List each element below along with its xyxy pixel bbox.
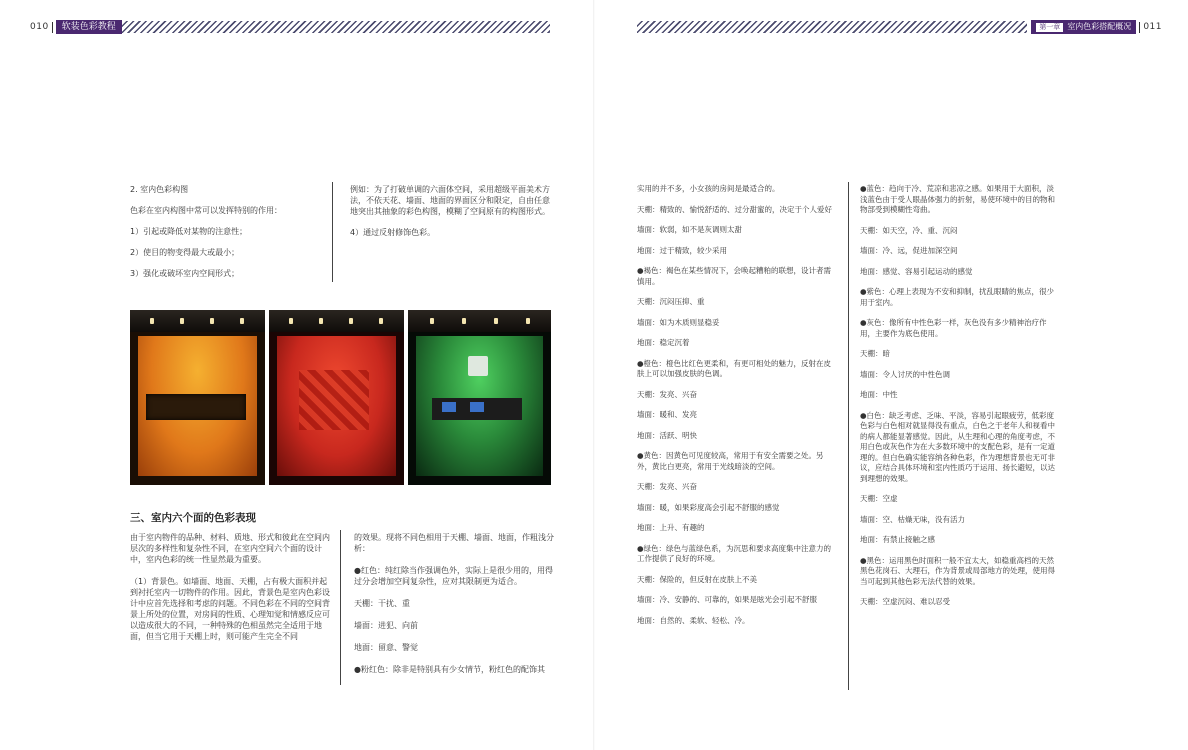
paragraph: 地面：上升、有趣的 [637,523,705,532]
paragraph: 墙面：空、枯燥无味，没有活力 [860,514,965,524]
left-bottom-column-2 [354,532,554,686]
header-divider [52,22,53,33]
header-stripe-band [637,21,1027,33]
book-title-badge: 软装色彩教程 [56,20,122,34]
paragraph: ●灰色：像所有中性色彩一样，灰色没有多少精神治疗作用，主要作为底色使用。 [860,318,1047,338]
paragraph: 墙面：冷、远，促进加深空间 [860,246,958,255]
paragraph: ●褐色：褐色在某些情况下，会唤起糟粕的联想，设计者需慎用。 [637,266,832,286]
paragraph: 天棚：干扰、重 [354,599,410,608]
paragraph: （1）背景色。如墙面、地面、天棚，占有极大面积并起到衬托室内一切物件的作用。因此，背景色是室内色彩设计中应首先选择和考虑的问题。不同色彩在不同的空间背景上所处的位置，对房间的性质、心理知觉和情感反应可以造成很大的不同，一种特殊的色相虽然完全适用于地面，但当它用于天棚上时，则可能产生完全不同 [130,577,330,641]
left-page-header [30,20,550,34]
paragraph: 墙面：令人讨厌的中性色调 [860,369,950,379]
paragraph: 的效果。现将不同色相用于天棚、墙面、地面，作粗浅分析： [354,533,554,553]
paragraph: 墙面：如为木质则显稳妥 [637,317,720,327]
column-rule [332,182,333,282]
right-page-number: 011 [1143,22,1162,32]
right-page-header [637,20,1162,34]
paragraph: 天棚：保险的，但反射在皮肤上不美 [637,574,757,584]
paragraph: 天棚：发亮、兴奋 [637,389,697,399]
paragraph: 4）通过反射修饰色彩。 [350,228,436,237]
page-fold-gutter [593,0,595,750]
left-bottom-column-1 [130,532,330,653]
paragraph: 3）强化或破坏室内空间形式； [130,269,240,278]
paragraph: 天棚：空虚沉闷、难以忍受 [860,597,950,606]
left-top-column-1 [130,184,320,289]
paragraph: 墙面：冷、安静的、可靠的，如果是眩光会引起不舒服 [637,595,817,604]
header-stripe-band [122,21,550,33]
paragraph: ●蓝色：趋向于冷、荒凉和悲凉之感。如果用于大面积，淡浅蓝色由于受人眼晶体强力的折射，易使环境中的目的物和物部受到模糊性弯曲。 [860,184,1055,214]
paragraph: 天棚：发亮、兴奋 [637,482,697,491]
left-page-number: 010 [30,22,49,32]
paragraph: 天棚：精致的、愉悦舒适的、过分甜蜜的，决定于个人爱好 [637,204,832,214]
paragraph: 色彩在室内构图中常可以发挥特别的作用： [130,206,282,215]
paragraph: ●粉红色：除非是特别具有少女情节，粉红色的配饰其 [354,665,545,674]
paragraph: 墙面：进犯、向前 [354,621,418,630]
paragraph: 地面：有禁止接触之感 [860,535,935,544]
paragraph: 地面：稳定沉着 [637,338,690,347]
paragraph: ●白色：缺乏考虑、乏味、平淡，容易引起眼疲劳，低彩度色彩与白色相对就显得没有重点，白色之于老年人和视看中的病人都能显著感觉。因此，从生理和心理的角度考虑，不用白色或灰色作为在大多数环境中的支配色彩，是有一定道理的。但白色确实能容纳各种色彩，作为理想背景也无可非议，应结合具体环境和室内性质巧于运用、扬长避短，以达到理想的效果。 [860,410,1055,483]
paragraph: 例如：为了打破单调的六面体空间，采用超级平面美术方法，不依天花、墙面、地面的界面区分和限定，自由任意地突出其抽象的彩色构图，模糊了空间原有的构图形式。 [350,185,550,216]
header-divider [1139,22,1140,33]
paragraph: 天棚：空虚 [860,494,898,503]
paragraph: 墙面：暖和、发亮 [637,410,697,419]
green-display-photo [408,310,551,485]
paragraph: 墙面：软弱，如不是灰调则太甜 [637,225,742,234]
paragraph: 2. 室内色彩构图 [130,185,189,194]
paragraph: 地面：活跃、明快 [637,430,697,440]
paragraph: ●黑色：运用黑色时面积一般不宜太大，如稳重高档的天然黑色花岗石、大理石，作为背景或局部地方的处理，使用得当可起到其他色彩无法代替的效果。 [860,555,1055,586]
paragraph: ●绿色：绿色与蓝绿色系，为沉思和要求高度集中注意力的工作提供了良好的环境。 [637,543,832,563]
paragraph: 实用的并不多，小女孩的房间是最适合的。 [637,184,780,193]
section-title: 三、室内六个面的色彩表现 [130,512,256,524]
paragraph: ●橙色：橙色比红色更柔和，有更可相处的魅力，反射在皮肤上可以加强皮肤的色调。 [637,358,832,378]
paragraph: 地面：留意、警觉 [354,643,418,652]
paragraph: 1）引起或降低对某物的注意性； [130,227,248,236]
paragraph: ●黄色：因黄色可见度较高，常用于有安全需要之处。另外，黄比白更亮，常用于光线暗淡的空间。 [637,451,824,471]
paragraph: 地面：自然的、柔软、轻松、冷。 [637,615,750,625]
paragraph: 由于室内物件的品种、材料、质地、形式和彼此在空间内层次的多样性和复杂性不同，在室内空间六个面的设计中，室内色彩的统一性显然最为重要。 [130,533,330,564]
paragraph: ●红色：纯红除当作强调色外，实际上是很少用的，用得过分会增加空间复杂性，应对其限制更为适合。 [354,566,553,586]
paragraph: 墙面：暖，如果彩度高会引起不舒服的感觉 [637,502,780,512]
orange-display-photo [130,310,265,485]
paragraph: 天棚：沉闷压抑、重 [637,297,705,306]
paragraph: 地面：过于精致，较少采用 [637,245,727,255]
paragraph: 地面：中性 [860,390,898,399]
right-column-1 [637,184,837,636]
paragraph: 2）使目的物变得最大或最小； [130,248,240,257]
right-column-2 [860,184,1060,618]
left-top-column-2 [350,184,550,248]
paragraph: ●紫色：心理上表现为不安和抑制，扰乱眼睛的焦点，很少用于室内。 [860,287,1055,307]
paragraph: 天棚：如天空，冷、重、沉闷 [860,225,958,235]
column-rule [340,530,341,685]
paragraph: 地面：感觉、容易引起运动的感觉 [860,266,973,276]
chapter-chip: 第一章 [1036,23,1063,32]
paragraph: 天棚：暗 [860,349,890,358]
red-display-photo [269,310,404,485]
chapter-title-badge [1031,20,1136,34]
column-rule [848,182,849,690]
chapter-title: 室内色彩搭配概况 [1067,22,1132,31]
